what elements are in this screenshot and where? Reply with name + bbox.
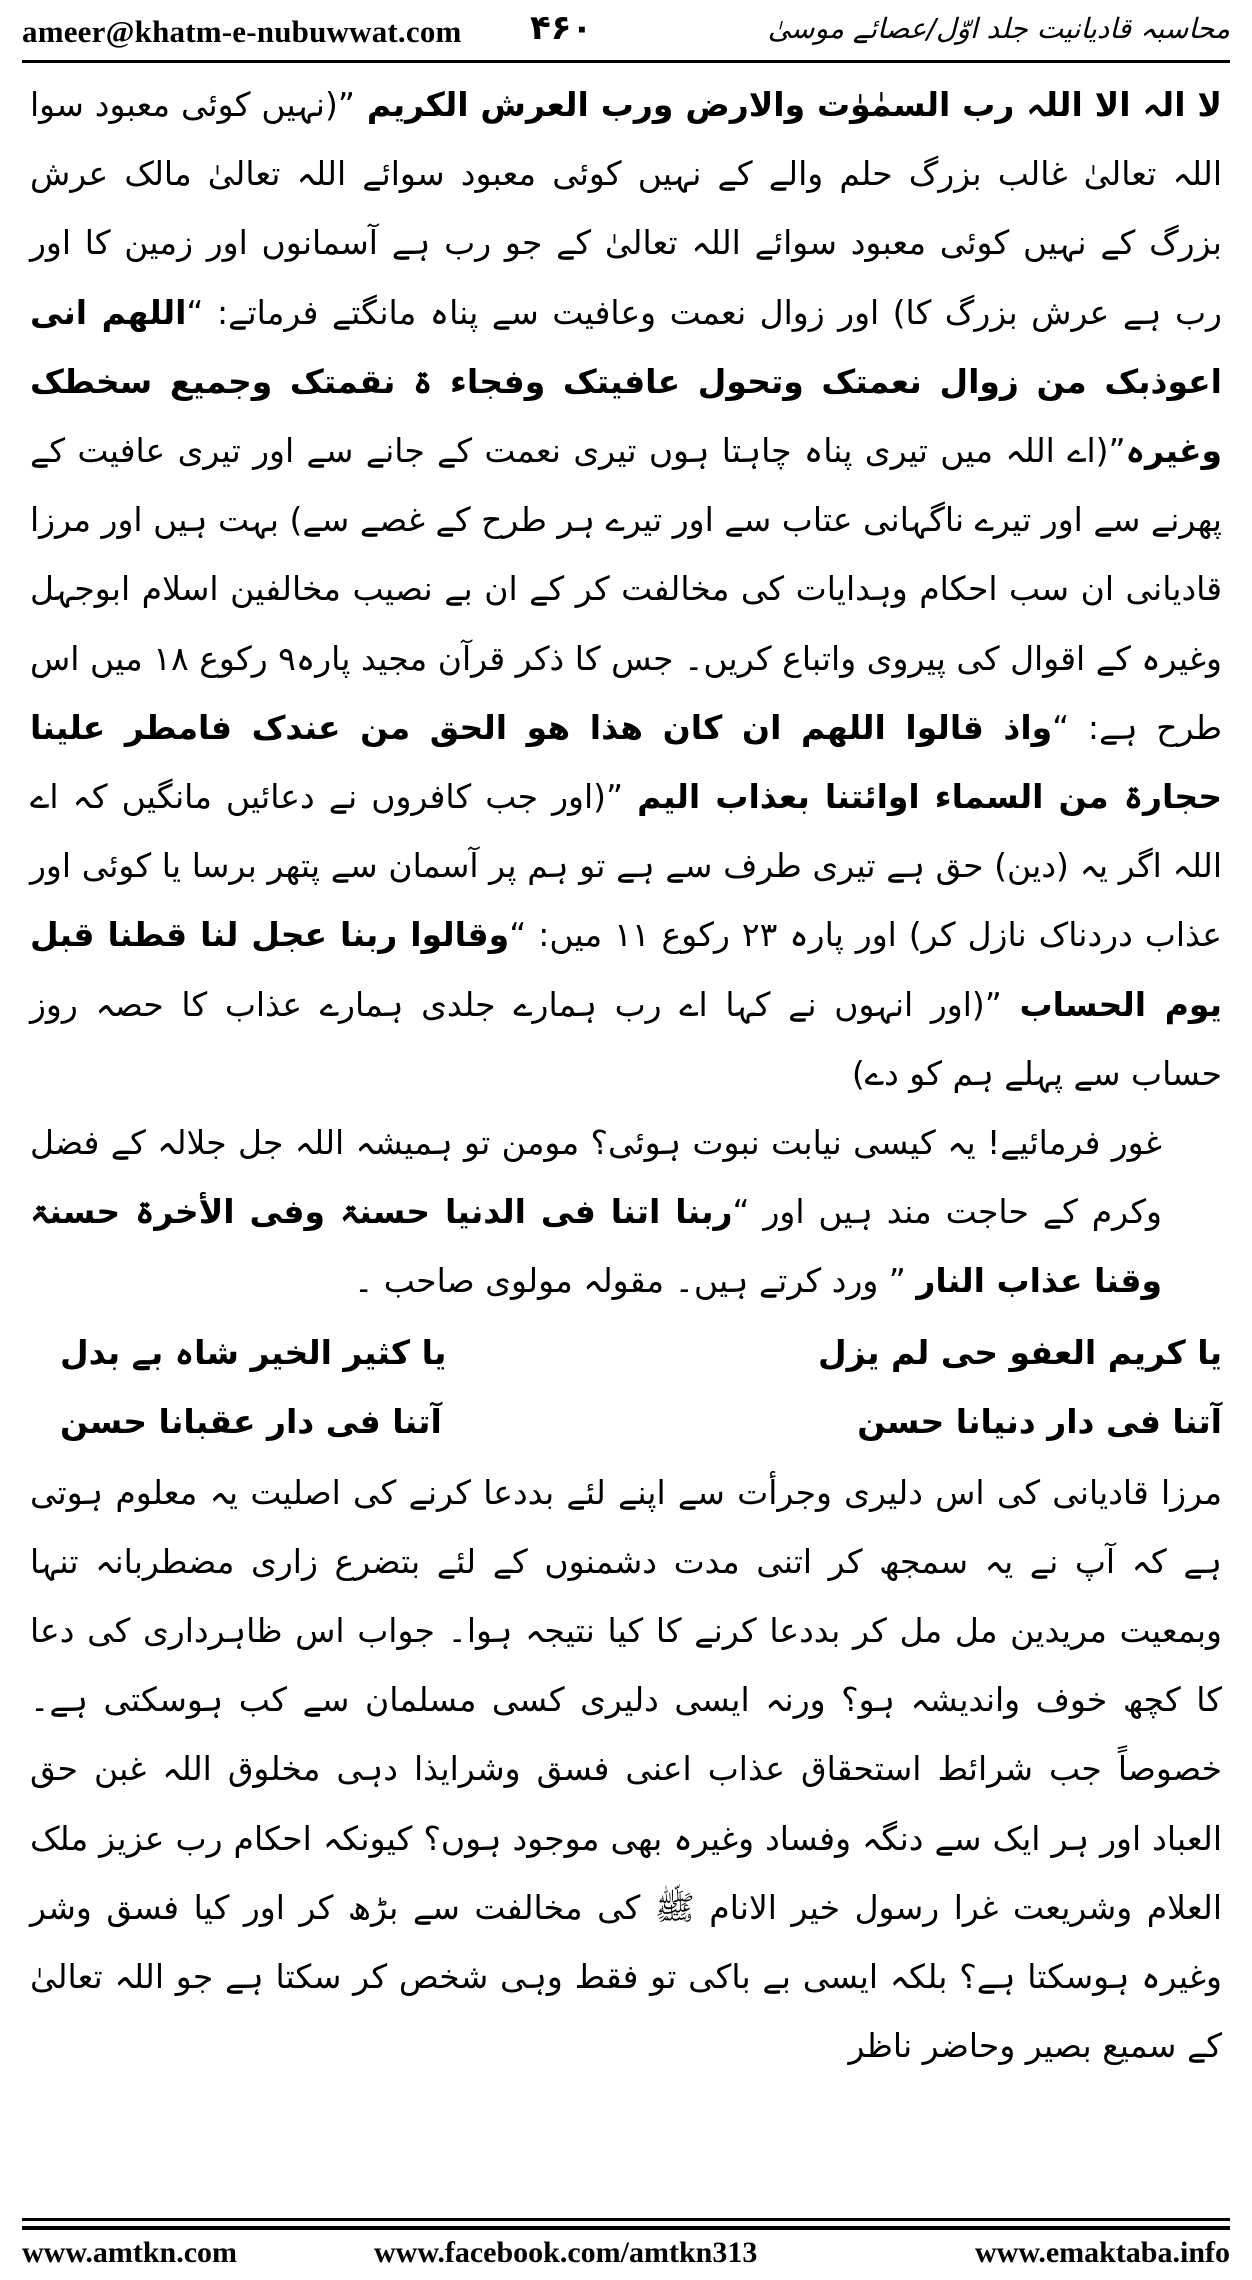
urdu-text: ”(اے اللہ میں تیری پناہ چاہتا ہوں تیری نعمت کے جانے سے اور تیری عافیت کے پھرنے سے اور تیرے ناگہانی عتاب سے اور تیرے ہر طرح کے غصے سے) بہت ہیں اور مرزا قادیانی ان سب احکام وہدایات کی مخالفت کر کے ان بے نصیب مخالفین اسلام ابوجہل وغیرہ کے اقوال کی پیروی واتباع کریں۔ جس کا ذکر قرآن مجید پارہ۹ رکوع ۱۸ میں اس طرح ہے: “ <box>30 431 1223 747</box>
page-header <box>22 8 1230 60</box>
arabic-quote: وقالوا ربنا عجل لنا قطنا قبل یوم الحساب <box>30 915 1223 1024</box>
paragraph-2 <box>30 1108 1222 1316</box>
urdu-text: ”(نہیں کوئی معبود سوا اللہ تعالیٰ غالب بزرگ حلم والے کے نہیں کوئی معبود سوائے اللہ تعالیٰ مالک عرش بزرگ کے نہیں کوئی معبود سوائے اللہ تعالیٰ کے جو رب ہے آسمانوں اور زمین کا اور رب ہے عرش بزرگ کا) اور زوال نعمت وعافیت سے پناہ مانگتے فرماتے: “ <box>30 85 1222 332</box>
verse-hemistich: یا کثیر الخیر شاہ بے بدل <box>60 1332 447 1372</box>
urdu-text: مرزا قادیانی کی اس دلیری وجرأت سے اپنے لئے بددعا کرنے کی اصلیت یہ معلوم ہوتی ہے کہ آپ نے یہ سمجھ کر اتنی مدت دشمنوں کے لئے بتضرع زاری مضطربانہ تنہا وبمعیت مریدین مل مل کر بددعا کرنے کا کیا نتیجہ ہوا۔ جواب اس ظاہرداری کی دعا کا کچھ خوف واندیشہ ہو؟ ورنہ ایسی دلیری کسی مسلمان سے کب ہوسکتی ہے۔ خصوصاً جب شرائط استحقاق عذاب اعنی فسق وشرایذا دہی مخلوق اللہ غبن حق العباد اور ہر ایک سے دنگہ وفساد وغیرہ بھی موجود ہوں؟ کیونکہ احکام رب عزیز ملک العلام وشریعت غرا رسول خیر الانام ﷺ کی مخالفت سے بڑھ کر اور کیا فسق وشر وغیرہ ہوسکتا ہے؟ بلکہ ایسی بے باکی تو فقط وہی شخص کر سکتا ہے جو اللہ تعالیٰ کے سمیع بصیر وحاضر ناظر <box>30 1472 1222 2066</box>
arabic-quote: لا الہ الا اللہ رب السمٰوٰت والارض ورب العرش الکریم <box>354 85 1222 124</box>
arabic-quote: واذ قالوا اللھم ان کان ھذا ھو الحق من عندک فامطر علینا حجارۃ من السماء اوائتنا بعذاب الیم <box>30 707 1222 817</box>
footer-link-emaktaba[interactable]: www.emaktaba.info <box>974 2236 1230 2269</box>
urdu-text: ”(اور جب کافروں نے دعائیں مانگیں کہ اے اللہ اگر یہ (دین) حق ہے تیری طرف سے ہے تو ہم پر آسمان سے پتھر برسا یا کوئی اور عذاب دردناک نازل کر) اور پارہ ۲۳ رکوع ۱۱ میں: “ <box>30 777 1223 955</box>
verse-line-2 <box>30 1387 1222 1456</box>
urdu-text: غور فرمائیے! یہ کیسی نیابت نبوت ہوئی؟ مومن تو ہمیشہ اللہ جل جلالہ کے فضل وکرم کے حاجت مند ہیں اور “ <box>30 1123 1162 1232</box>
footer-rule <box>22 2218 1230 2221</box>
footer-link-amtkn[interactable]: www.amtkn.com <box>22 2236 237 2269</box>
page-footer <box>22 2232 1230 2276</box>
verse-hemistich: آتنا فی دار عقبانا حسن <box>60 1401 442 1441</box>
page-number: ۴۶۰ <box>530 8 593 48</box>
footer-link-facebook[interactable]: www.facebook.com/amtkn313 <box>374 2236 758 2269</box>
arabic-quote: ربنا اتنا فی الدنیا حسنۃ وفی الأخرۃ حسنۃ وقنا عذاب النار <box>30 1192 1162 1301</box>
book-title: محاسبہ قادیانیت جلد اوّل/عصائے موسیٰ <box>767 12 1230 45</box>
urdu-text: ” ورد کرتے ہیں۔ مقولہ مولوی صاحب ۔ <box>353 1261 917 1301</box>
paragraph-1 <box>30 70 1222 1108</box>
verse-hemistich: آتنا فی دار دنیانا حسن <box>857 1401 1222 1441</box>
verse-couplet <box>30 1318 1222 1456</box>
urdu-text: ”(اور انہوں نے کہا اے رب ہمارے جلدی ہمارے عذاب کا حصہ روز حساب سے پہلے ہم کو دے) <box>30 984 1222 1093</box>
header-email: ameer@khatm-e-nubuwwat.com <box>22 14 462 49</box>
footer-rule-thick <box>22 2226 1230 2230</box>
header-rule <box>22 60 1230 63</box>
verse-line-1 <box>30 1318 1222 1387</box>
arabic-quote: اللھم انی اعوذبک من زوال نعمتک وتحول عافیتک وفجاء ۃ نقمتک وجمیع سخطک وغیرہ <box>30 292 1222 471</box>
verse-hemistich: یا کریم العفو حی لم یزل <box>818 1332 1222 1372</box>
body-text <box>30 70 1222 2208</box>
paragraph-3 <box>30 1458 1222 2081</box>
